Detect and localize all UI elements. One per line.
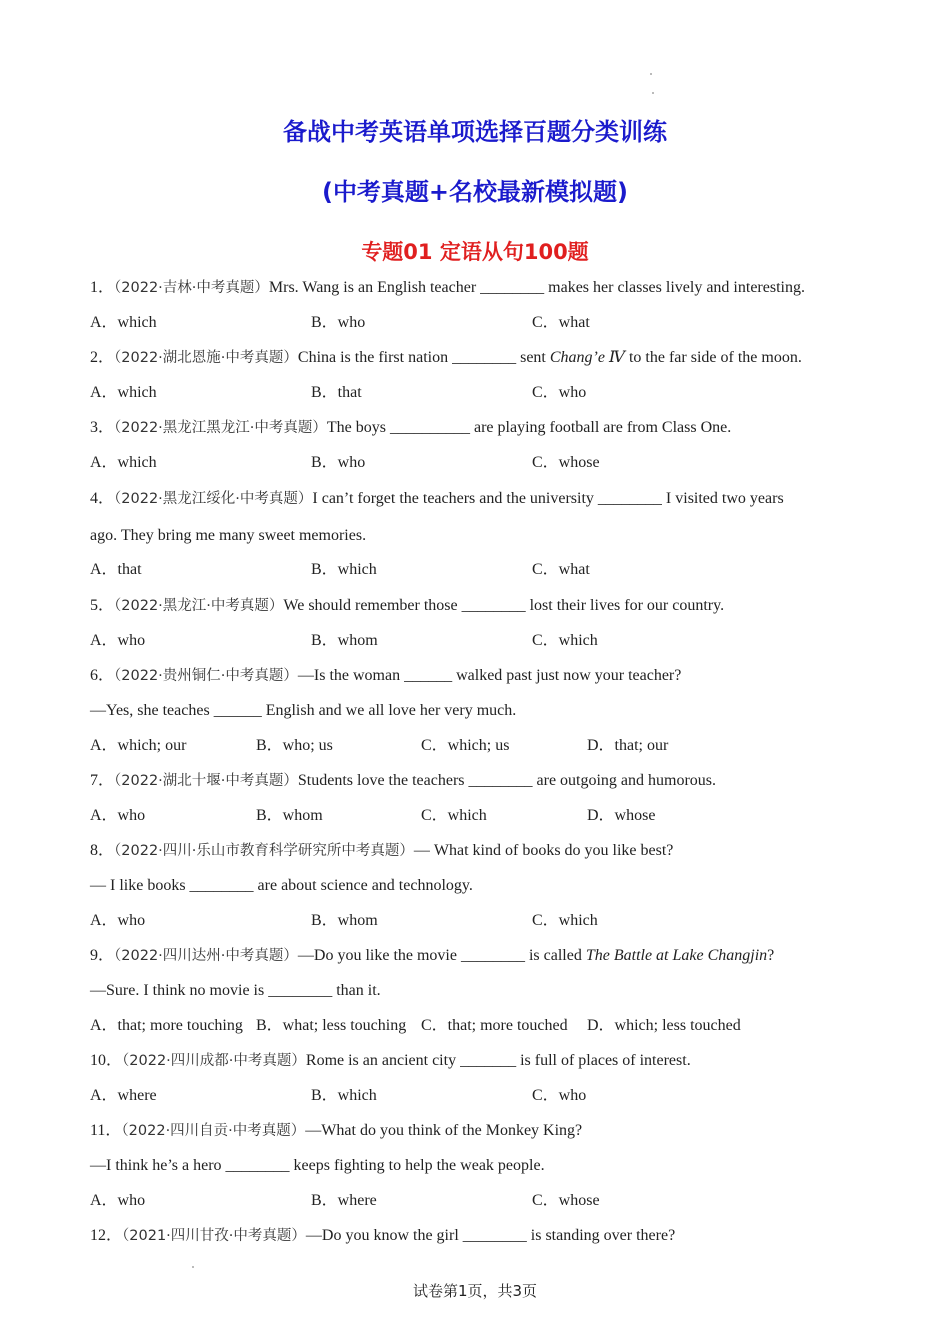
question-8: 8．（2022·四川·乐山市教育科学研究所中考真题）— What kind of books do you like best? [90, 842, 674, 859]
option[interactable]: B．what; less touching [256, 1017, 407, 1034]
decorative-dot [652, 92, 654, 94]
page-footer: 试卷第1页，共3页 [412, 1282, 538, 1300]
option[interactable]: A．who [90, 807, 146, 824]
option[interactable]: D．which; less touched [587, 1017, 741, 1034]
option[interactable]: C．which [532, 632, 598, 649]
question-7: 7．（2022·湖北十堰·中考真题）Students love the teachers ________ are outgoing and humorous. [90, 772, 717, 789]
question-12: 12．（2021·四川甘孜·中考真题）—Do you know the girl ________ is standing over there? [90, 1227, 676, 1244]
question-6-line-2: —Yes, she teaches ______ English and we all love her very much. [90, 702, 517, 719]
option[interactable]: A．which [90, 454, 157, 471]
question-2: 2．（2022·湖北恩施·中考真题）China is the first nation ________ sent Chang’e Ⅳ to the far side of the moon. [90, 349, 802, 366]
option[interactable]: B．which [311, 561, 377, 578]
option[interactable]: B．that [311, 384, 362, 401]
question-11-line-2: —I think he’s a hero ________ keeps fighting to help the weak people. [90, 1157, 545, 1174]
question-10: 10．（2022·四川成都·中考真题）Rome is an ancient city _______ is full of places of interest. [90, 1052, 691, 1069]
option[interactable]: A．which; our [90, 737, 187, 754]
option[interactable]: C．who [532, 1087, 587, 1104]
question-1: 1．（2022·吉林·中考真题）Mrs. Wang is an English teacher ________ makes her classes lively and interesting. [90, 279, 805, 296]
question-6: 6．（2022·贵州铜仁·中考真题）—Is the woman ______ walked past just now your teacher? [90, 667, 682, 684]
option[interactable]: B．whom [256, 807, 323, 824]
option[interactable]: A．who [90, 912, 146, 929]
main-title: 备战中考英语单项选择百题分类训练 [283, 118, 667, 146]
option[interactable]: C．which; us [421, 737, 510, 754]
question-9: 9．（2022·四川达州·中考真题）—Do you like the movie ________ is called The Battle at Lake Changjin? [90, 947, 775, 964]
option[interactable]: B．whom [311, 632, 378, 649]
question-5: 5．（2022·黑龙江·中考真题）We should remember those ________ lost their lives for our country. [90, 597, 725, 614]
option[interactable]: C．that; more touched [421, 1017, 568, 1034]
option[interactable]: B．who [311, 314, 366, 331]
question-9-line-2: —Sure. I think no movie is ________ than it. [90, 982, 381, 999]
option[interactable]: A．which [90, 384, 157, 401]
decorative-dot [650, 73, 652, 75]
option[interactable]: C．which [532, 912, 598, 929]
option[interactable]: A．who [90, 632, 146, 649]
question-4: 4．（2022·黑龙江绥化·中考真题）I can’t forget the teachers and the university ________ I visited two years [90, 490, 784, 507]
topic-title: 专题01 定语从句100题 [361, 240, 589, 264]
option[interactable]: C．which [421, 807, 487, 824]
question-3: 3．（2022·黑龙江黑龙江·中考真题）The boys __________ are playing football are from Class One. [90, 419, 732, 436]
option[interactable]: B．whom [311, 912, 378, 929]
decorative-dot [192, 1266, 194, 1268]
option[interactable]: B．who; us [256, 737, 333, 754]
option[interactable]: C．who [532, 384, 587, 401]
question-11: 11．（2022·四川自贡·中考真题）—What do you think of the Monkey King? [90, 1122, 583, 1139]
option[interactable]: A．that [90, 561, 142, 578]
question-4-line-2: ago. They bring me many sweet memories. [90, 527, 367, 544]
option[interactable]: A．that; more touching [90, 1017, 243, 1034]
option[interactable]: D．that; our [587, 737, 669, 754]
option[interactable]: A．where [90, 1087, 157, 1104]
option[interactable]: C．what [532, 561, 590, 578]
option[interactable]: A．who [90, 1192, 146, 1209]
option[interactable]: D．whose [587, 807, 656, 824]
option[interactable]: C．whose [532, 454, 600, 471]
option[interactable]: A．which [90, 314, 157, 331]
sub-title: (中考真题+名校最新模拟题) [321, 178, 629, 206]
option[interactable]: B．who [311, 454, 366, 471]
option[interactable]: B．which [311, 1087, 377, 1104]
option[interactable]: C．what [532, 314, 590, 331]
question-8-line-2: — I like books ________ are about science and technology. [90, 877, 473, 894]
option[interactable]: C．whose [532, 1192, 600, 1209]
option[interactable]: B．where [311, 1192, 377, 1209]
